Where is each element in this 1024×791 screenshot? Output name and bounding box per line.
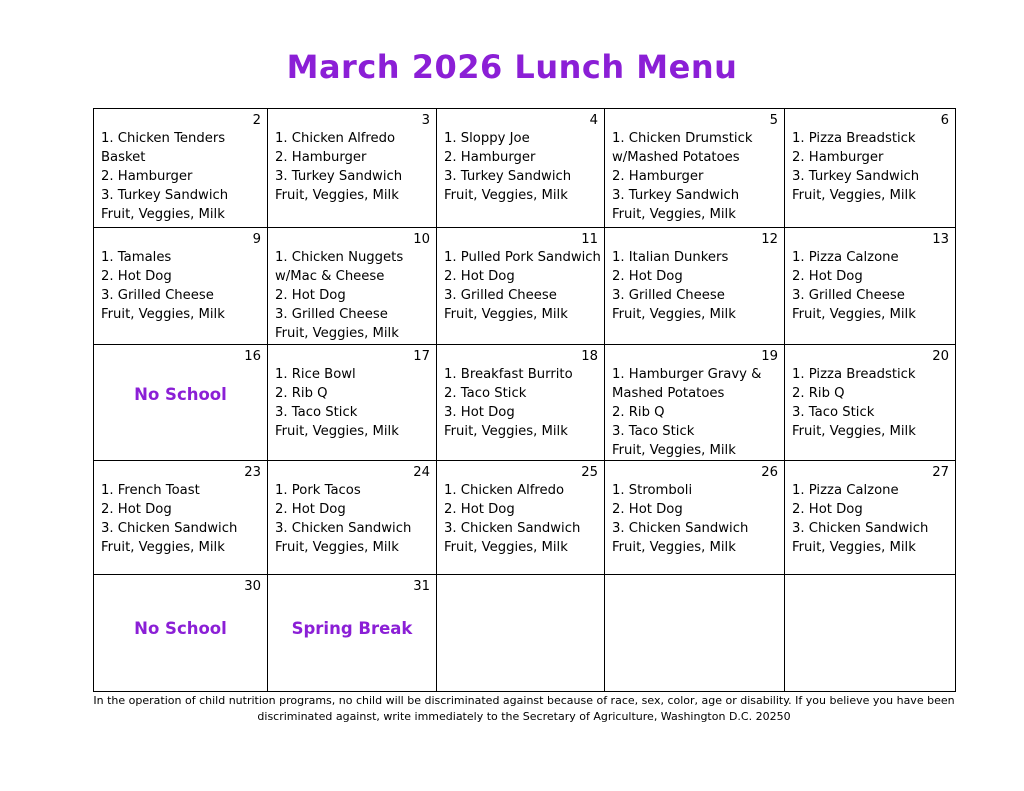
day-number: 6 bbox=[940, 113, 949, 128]
menu-item: 2. Hot Dog bbox=[792, 269, 863, 284]
menu-item: 2. Hot Dog bbox=[275, 288, 346, 303]
day-number: 25 bbox=[581, 465, 598, 480]
menu-item: 2. Hamburger bbox=[612, 169, 704, 184]
menu-item: Fruit, Veggies, Milk bbox=[444, 188, 568, 203]
menu-item: 1. Chicken Drumstick bbox=[612, 131, 753, 146]
menu-item: 3. Turkey Sandwich bbox=[275, 169, 403, 184]
day-number: 24 bbox=[413, 465, 430, 480]
day-cell bbox=[268, 575, 437, 692]
menu-item: Fruit, Veggies, Milk bbox=[612, 443, 736, 458]
day-number: 31 bbox=[413, 579, 430, 594]
day-cell bbox=[437, 109, 605, 228]
day-cell bbox=[94, 109, 268, 228]
menu-item: 1. Sloppy Joe bbox=[444, 131, 530, 146]
day-note: No School bbox=[134, 385, 227, 404]
menu-item: 2. Hamburger bbox=[101, 169, 193, 184]
menu-item: 2. Hot Dog bbox=[444, 269, 515, 284]
footer-line-2: discriminated against, write immediately to the Secretary of Agriculture, Washington D.C. 20250 bbox=[257, 710, 791, 723]
day-cell bbox=[785, 575, 956, 692]
day-number: 11 bbox=[581, 232, 598, 247]
menu-item: 3. Hot Dog bbox=[444, 405, 515, 420]
day-number: 13 bbox=[932, 232, 949, 247]
nondiscrimination-statement bbox=[93, 693, 955, 725]
day-cell bbox=[605, 109, 785, 228]
menu-item: 3. Chicken Sandwich bbox=[275, 521, 412, 536]
menu-item: 3. Taco Stick bbox=[792, 405, 875, 420]
menu-item: 2. Rib Q bbox=[275, 386, 328, 401]
menu-item: 1. Hamburger Gravy & bbox=[612, 367, 762, 382]
menu-item: 2. Taco Stick bbox=[444, 386, 527, 401]
day-number: 26 bbox=[761, 465, 778, 480]
day-cell bbox=[605, 461, 785, 575]
day-number: 23 bbox=[244, 465, 261, 480]
day-number: 19 bbox=[761, 349, 778, 364]
day-note: No School bbox=[134, 619, 227, 638]
menu-item: 1. Breakfast Burrito bbox=[444, 367, 573, 382]
menu-item: Fruit, Veggies, Milk bbox=[792, 307, 916, 322]
menu-item: 1. Stromboli bbox=[612, 483, 693, 498]
menu-item: Fruit, Veggies, Milk bbox=[792, 188, 916, 203]
menu-item: 2. Hot Dog bbox=[612, 502, 683, 517]
footer-line-1: In the operation of child nutrition programs, no child will be discriminated against because of race, sex, color, age or disability. If you believe you have been bbox=[93, 694, 955, 707]
menu-item: 2. Hot Dog bbox=[101, 502, 172, 517]
day-cell bbox=[437, 228, 605, 345]
day-number: 27 bbox=[932, 465, 949, 480]
menu-item: 3. Taco Stick bbox=[275, 405, 358, 420]
menu-item: 1. Pizza Calzone bbox=[792, 250, 899, 265]
day-number bbox=[444, 578, 598, 595]
day-number: 30 bbox=[244, 579, 261, 594]
day-cell bbox=[268, 109, 437, 228]
menu-item: Fruit, Veggies, Milk bbox=[792, 540, 916, 555]
menu-item: 1. Chicken Alfredo bbox=[444, 483, 565, 498]
menu-item: 2. Hamburger bbox=[444, 150, 536, 165]
menu-item: w/Mashed Potatoes bbox=[612, 150, 740, 165]
day-cell bbox=[268, 345, 437, 461]
menu-item: 1. Pizza Breadstick bbox=[792, 367, 916, 382]
day-cell bbox=[94, 575, 268, 692]
menu-item: w/Mac & Cheese bbox=[275, 269, 385, 284]
menu-item: Fruit, Veggies, Milk bbox=[275, 326, 399, 341]
menu-item: 3. Turkey Sandwich bbox=[444, 169, 572, 184]
menu-item: 3. Chicken Sandwich bbox=[101, 521, 238, 536]
menu-item: 2. Hamburger bbox=[275, 150, 367, 165]
menu-item: 2. Hot Dog bbox=[444, 502, 515, 517]
day-cell bbox=[437, 345, 605, 461]
menu-item: 2. Rib Q bbox=[792, 386, 845, 401]
menu-calendar bbox=[93, 108, 956, 692]
menu-item: 3. Taco Stick bbox=[612, 424, 695, 439]
menu-item: 3. Turkey Sandwich bbox=[792, 169, 920, 184]
menu-item: 3. Grilled Cheese bbox=[612, 288, 725, 303]
week-row bbox=[94, 575, 956, 692]
day-cell bbox=[785, 109, 956, 228]
day-number: 5 bbox=[769, 113, 778, 128]
menu-item: 3. Grilled Cheese bbox=[444, 288, 557, 303]
day-cell bbox=[605, 345, 785, 461]
day-number: 18 bbox=[581, 349, 598, 364]
menu-item: Fruit, Veggies, Milk bbox=[275, 424, 399, 439]
day-number bbox=[612, 578, 778, 595]
day-number: 16 bbox=[244, 349, 261, 364]
menu-item: Fruit, Veggies, Milk bbox=[101, 540, 225, 555]
menu-item: 3. Chicken Sandwich bbox=[612, 521, 749, 536]
day-cell bbox=[605, 228, 785, 345]
menu-item: Fruit, Veggies, Milk bbox=[444, 424, 568, 439]
menu-item: 1. Tamales bbox=[101, 250, 172, 265]
week-row bbox=[94, 345, 956, 461]
menu-item: 3. Grilled Cheese bbox=[101, 288, 214, 303]
menu-item: 1. French Toast bbox=[101, 483, 200, 498]
menu-item: 3. Grilled Cheese bbox=[275, 307, 388, 322]
menu-item: Fruit, Veggies, Milk bbox=[275, 540, 399, 555]
menu-item: 2. Hot Dog bbox=[275, 502, 346, 517]
day-number: 2 bbox=[252, 113, 261, 128]
menu-item: 2. Hot Dog bbox=[101, 269, 172, 284]
week-row bbox=[94, 228, 956, 345]
day-number: 3 bbox=[421, 113, 430, 128]
menu-item: 2. Hamburger bbox=[792, 150, 884, 165]
day-number: 20 bbox=[932, 349, 949, 364]
menu-item: Fruit, Veggies, Milk bbox=[444, 540, 568, 555]
day-cell bbox=[268, 461, 437, 575]
menu-item: Mashed Potatoes bbox=[612, 386, 725, 401]
day-cell bbox=[94, 461, 268, 575]
menu-item: 1. Italian Dunkers bbox=[612, 250, 729, 265]
day-number bbox=[792, 578, 949, 595]
menu-item: Fruit, Veggies, Milk bbox=[101, 307, 225, 322]
menu-item: Fruit, Veggies, Milk bbox=[101, 207, 225, 222]
menu-item: Basket bbox=[101, 150, 146, 165]
menu-item: 1. Pizza Breadstick bbox=[792, 131, 916, 146]
menu-item: 1. Pulled Pork Sandwich bbox=[444, 250, 601, 265]
day-number: 10 bbox=[413, 232, 430, 247]
menu-item: Fruit, Veggies, Milk bbox=[612, 207, 736, 222]
day-cell bbox=[437, 575, 605, 692]
menu-item: 1. Chicken Nuggets bbox=[275, 250, 404, 265]
menu-item: 3. Chicken Sandwich bbox=[444, 521, 581, 536]
menu-item: 1. Pizza Calzone bbox=[792, 483, 899, 498]
menu-item: 1. Chicken Tenders bbox=[101, 131, 226, 146]
week-row bbox=[94, 109, 956, 228]
menu-item: 2. Hot Dog bbox=[792, 502, 863, 517]
day-cell bbox=[94, 228, 268, 345]
day-cell bbox=[605, 575, 785, 692]
menu-item: Fruit, Veggies, Milk bbox=[275, 188, 399, 203]
menu-item: Fruit, Veggies, Milk bbox=[612, 307, 736, 322]
day-note: Spring Break bbox=[291, 619, 413, 638]
day-number: 9 bbox=[252, 232, 261, 247]
menu-item: 3. Turkey Sandwich bbox=[101, 188, 229, 203]
week-row bbox=[94, 461, 956, 575]
menu-item: 2. Rib Q bbox=[612, 405, 665, 420]
day-cell bbox=[785, 228, 956, 345]
menu-item: 3. Chicken Sandwich bbox=[792, 521, 929, 536]
menu-item: Fruit, Veggies, Milk bbox=[792, 424, 916, 439]
day-cell bbox=[94, 345, 268, 461]
day-number: 17 bbox=[413, 349, 430, 364]
menu-item: 2. Hot Dog bbox=[612, 269, 683, 284]
menu-item: Fruit, Veggies, Milk bbox=[444, 307, 568, 322]
day-cell bbox=[268, 228, 437, 345]
day-number: 4 bbox=[589, 113, 598, 128]
menu-item: 1. Pork Tacos bbox=[275, 483, 361, 498]
menu-item: 1. Rice Bowl bbox=[275, 367, 356, 382]
day-number: 12 bbox=[761, 232, 778, 247]
day-cell bbox=[785, 345, 956, 461]
menu-item: Fruit, Veggies, Milk bbox=[612, 540, 736, 555]
day-cell bbox=[437, 461, 605, 575]
menu-item: 3. Grilled Cheese bbox=[792, 288, 905, 303]
menu-item: 1. Chicken Alfredo bbox=[275, 131, 396, 146]
menu-item: 3. Turkey Sandwich bbox=[612, 188, 740, 203]
page-title: March 2026 Lunch Menu bbox=[286, 48, 738, 86]
day-cell bbox=[785, 461, 956, 575]
